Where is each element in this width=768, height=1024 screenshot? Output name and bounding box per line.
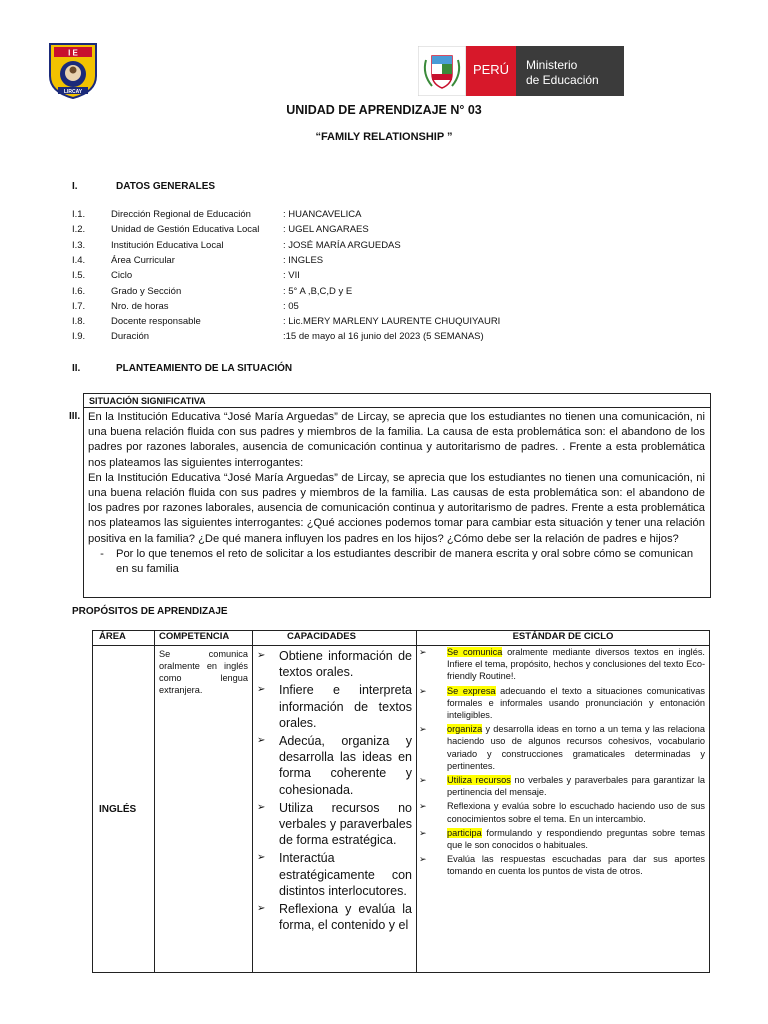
table-row (93, 646, 710, 973)
highlighted-keyword: Se expresa (447, 685, 496, 696)
highlighted-keyword: organiza (447, 724, 483, 735)
situation-box-title: SITUACIÓN SIGNIFICATIVA (84, 394, 710, 408)
ministry-name-line1: Ministerio (526, 58, 578, 72)
area-cell: INGLÉS (93, 646, 155, 973)
arrow-bullet-icon: ➢ (257, 650, 266, 661)
purposes-heading: PROPÓSITOS DE APRENDIZAJE (72, 606, 228, 617)
list-item (419, 685, 705, 722)
arrow-bullet-icon: ➢ (257, 735, 266, 747)
row-number: I.5. (72, 270, 86, 282)
arrow-bullet-icon: ➢ (419, 854, 427, 865)
highlighted-keyword: Utiliza recursos (447, 775, 511, 786)
row-label: Dirección Regional de Educación (111, 209, 251, 220)
row-number: I.6. (72, 285, 86, 297)
ministry-name-line2: de Educación (526, 73, 599, 87)
capacities-list (253, 646, 416, 933)
standard-description: Reflexiona y evalúa sobre lo escuchado haciendo uso de sus conocimientos sobre el tema. En un intercambio. (447, 801, 705, 824)
row-value: : HUANCAVELICA (283, 209, 362, 220)
standard-description: Evalúa las respuestas escuchadas para dar sus aportes tomando en cuenta los puntos de vista de otros. (447, 854, 705, 877)
list-item (419, 646, 705, 683)
row-number: I.4. (72, 254, 86, 266)
section2-heading: PLANTEAMIENTO DE LA SITUACIÓN (116, 363, 293, 374)
svg-text:LIRCAY: LIRCAY (63, 88, 83, 95)
list-item (419, 827, 705, 851)
row-number: I.1. (72, 209, 86, 220)
header-capacities: CAPACIDADES (253, 631, 417, 646)
row-label: Institución Educativa Local (111, 239, 224, 251)
row-number: I.2. (72, 224, 86, 236)
standard-text (447, 723, 705, 772)
row-value: : UGEL ANGARAES (283, 224, 369, 236)
row-label: Nro. de horas (111, 300, 169, 312)
row-label: Duración (111, 331, 150, 343)
capacities-cell (253, 646, 417, 973)
section1-number: I. (72, 181, 78, 192)
arrow-bullet-icon: ➢ (419, 801, 427, 812)
list-item (419, 800, 705, 824)
section2-number: II. (72, 363, 81, 374)
standard-text (447, 800, 705, 824)
standard-cell (417, 646, 710, 973)
list-item (257, 800, 412, 849)
standard-list (417, 646, 709, 878)
capacity-text: Interactúa estratégicamente con distintos interlocutores. (279, 851, 412, 898)
standard-description: y desarrolla ideas en torno a un tema y las relaciona haciendo uso de algunos recursos cohesivos, vocabulario variado y construcciones gramaticales determinadas y pertinentes. (447, 724, 705, 771)
row-value: : INGLES (283, 254, 324, 266)
arrow-bullet-icon: ➢ (419, 724, 427, 735)
header-standard: ESTÁNDAR DE CICLO (417, 631, 710, 646)
capacity-text: Infiere e interpreta información de textos orales. (279, 683, 412, 730)
situation-paragraph-1: En la Institución Educativa “José María Arguedas” de Lircay, se aprecia que los estudiantes no tienen una comunicación, ni una buena relación fluida con sus padres y miembros de la familia. La causa de esta problemática son: el abandono de los padres por razones laborales, ausencia de comunicación continua y autoritarismo de padres. . Frente a esta problemática nos plateamos las siguientes interrogantes: (88, 411, 705, 469)
standard-description: oralmente mediante diversos textos en inglés. Infiere el tema, propósito, hechos y conclusiones del texto Eco-friendly Routine!. (447, 647, 705, 682)
standard-description: no verbales y paraverbales para garantizar la pertinencia del mensaje. (447, 775, 706, 798)
capacity-text: Reflexiona y evalúa la forma, el contenido y el (279, 902, 412, 933)
situation-text (88, 410, 705, 577)
row-label: Docente responsable (111, 316, 201, 328)
arrow-bullet-icon: ➢ (419, 775, 427, 786)
arrow-bullet-icon: ➢ (257, 801, 266, 813)
list-item (257, 901, 412, 933)
row-number: I.3. (72, 239, 86, 251)
row-label: Área Curricular (111, 254, 175, 266)
arrow-bullet-icon: ➢ (257, 684, 266, 696)
section3-number: III. (69, 411, 81, 422)
standard-text (447, 646, 705, 683)
arrow-bullet-icon: ➢ (257, 852, 266, 864)
arrow-bullet-icon: ➢ (419, 685, 427, 696)
list-item (257, 682, 412, 731)
list-item (257, 850, 412, 899)
document-title: UNIDAD DE APRENDIZAJE N° 03 (286, 103, 482, 117)
svg-text:I E: I E (68, 48, 78, 58)
highlighted-keyword: Se comunica (447, 647, 503, 657)
standard-text (447, 827, 705, 851)
standard-text (447, 685, 705, 722)
bullet-dash: - (100, 547, 104, 560)
capacity-text: Utiliza recursos no verbales y paraverbales de forma estratégica. (279, 800, 412, 848)
row-label: Grado y Sección (111, 285, 182, 297)
ministry-logo (418, 46, 624, 96)
list-item (257, 733, 412, 798)
section1-heading: DATOS GENERALES (116, 181, 216, 192)
list-item (257, 648, 412, 680)
list-item (419, 774, 705, 798)
document-subtitle: “FAMILY RELATIONSHIP ” (315, 131, 453, 143)
school-logo (48, 42, 98, 100)
ministry-country-label: PERÚ (472, 62, 510, 77)
standard-text (447, 774, 705, 798)
arrow-bullet-icon: ➢ (419, 647, 427, 657)
list-item (419, 723, 705, 772)
arrow-bullet-icon: ➢ (419, 827, 427, 838)
capacity-text: Obtiene información de textos orales. (279, 649, 412, 680)
highlighted-keyword: participa (447, 827, 482, 838)
standard-description: formulando y respondiendo preguntas sobre temas que le son conocidos o habituales. (447, 827, 705, 851)
row-number: I.9. (72, 331, 86, 343)
arrow-bullet-icon: ➢ (257, 903, 266, 915)
peru-shield-icon (418, 46, 624, 96)
row-value: :15 de mayo al 16 junio del 2023 (5 SEMANAS) (283, 331, 484, 343)
competence-text: Se comunica oralmente en inglés como lengua extranjera. (159, 649, 248, 695)
header-area: ÁREA (93, 631, 155, 646)
situation-paragraph-2: En la Institución Educativa “José María Arguedas” de Lircay, se aprecia que los estudiantes no tienen una comunicación, ni una buena relación fluida con sus padres y miembros de la familia. Las causas de esta problemática son: el abandono de los padres por razones laborales, ausencia de comunicación continua y autoritarismo de padres. Frente a esta problemática nos plateamos las siguientes interrogantes: ¿Qué acciones podemos tomar para cambiar esta situación y tener una relación positiva en la familia? ¿De qué manera influyen los padres en los hijos? ¿Cómo debe ser la relación de padres e hijos? (88, 471, 705, 545)
header-competence: COMPETENCIA (155, 631, 253, 646)
row-value: : Lic.MERY MARLENY LAURENTE CHUQUIYAURI (283, 316, 501, 328)
situation-bullet (88, 547, 705, 577)
row-value: : VII (283, 270, 300, 282)
row-label: Unidad de Gestión Educativa Local (111, 224, 260, 236)
row-number: I.8. (72, 316, 86, 328)
purposes-table (92, 630, 710, 973)
situation-box (83, 393, 711, 598)
row-value: : 5° A ,B,C,D y E (283, 285, 353, 297)
standard-description: adecuando el texto a situaciones comunicativas formales e informales usando pronunciación y entonación inteligibles. (447, 685, 705, 721)
capacity-text: Adecúa, organiza y desarrolla las ideas en forma coherente y cohesionada. (279, 734, 412, 797)
standard-text (447, 853, 705, 877)
row-label: Ciclo (111, 270, 133, 282)
row-number: I.7. (72, 300, 86, 312)
list-item (419, 853, 705, 877)
row-value: : 05 (283, 300, 299, 312)
row-value: : JOSÉ MARÍA ARGUEDAS (283, 239, 401, 251)
situation-bullet-text: Por lo que tenemos el reto de solicitar a los estudiantes describir de manera escrita y oral sobre cómo se comunican en su familia (116, 547, 694, 576)
competence-cell (155, 646, 253, 973)
table-header-row (93, 631, 710, 646)
